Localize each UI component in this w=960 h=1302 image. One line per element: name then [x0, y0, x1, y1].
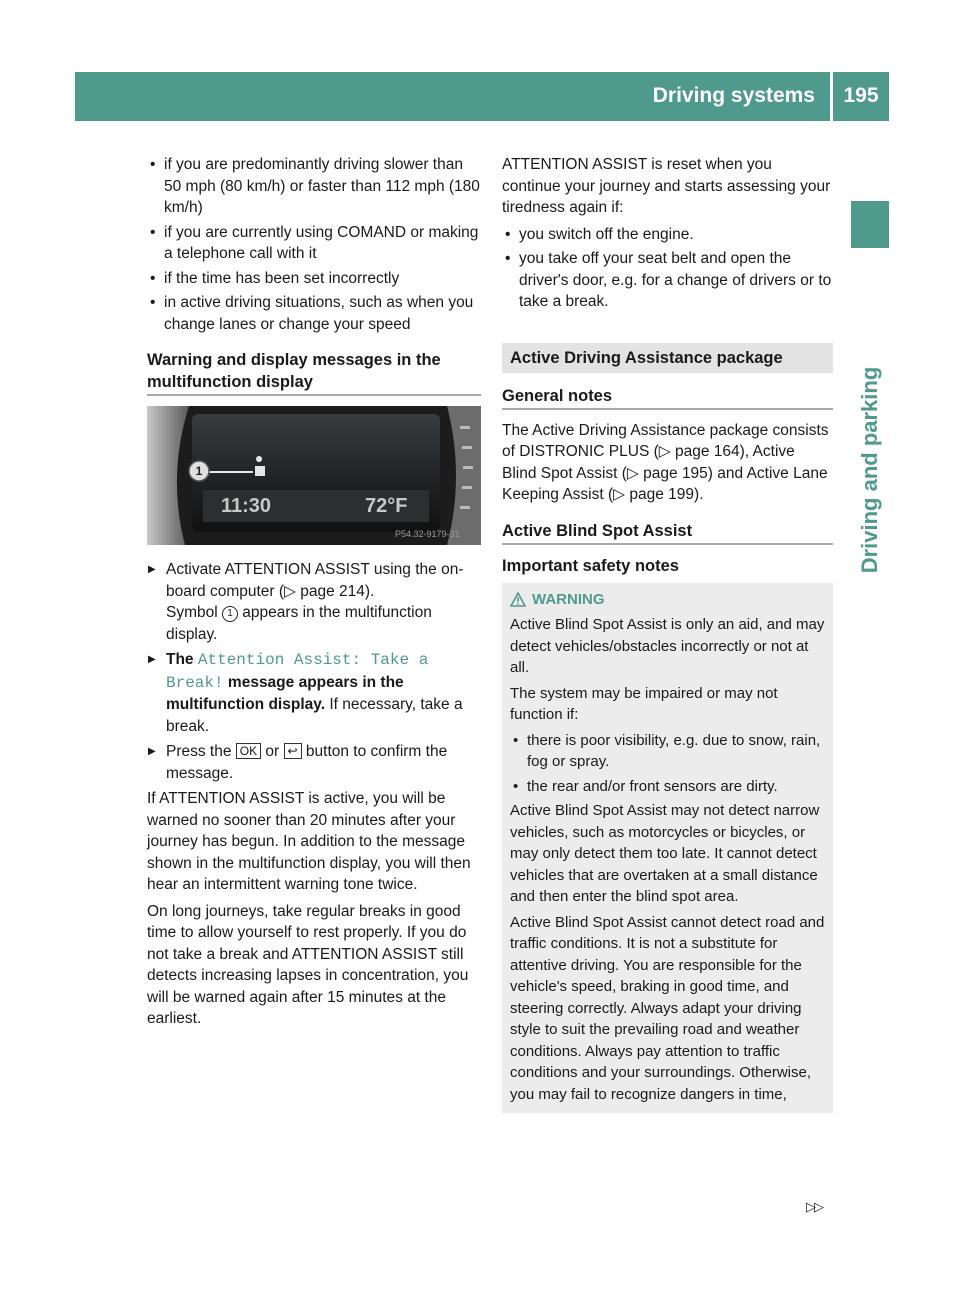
paragraph: ATTENTION ASSIST is reset when you continue your journey and starts assessing your tiredness again if: [502, 156, 831, 216]
warning-box [502, 583, 833, 1114]
page-ref-arrow: ▷ [284, 582, 296, 600]
page-ref-arrow: ▷ [658, 443, 671, 460]
figure-code: P54.32-9179-31 [395, 529, 460, 539]
back-button-icon: ↩ [284, 743, 302, 759]
warning-title: WARNING [532, 590, 605, 608]
list-item: • you switch off the engine. [502, 224, 833, 246]
side-tab-marker [851, 201, 889, 248]
continued-marker: ▷▷ [806, 1199, 822, 1214]
list-item: • in active driving situations, such as when you change lanes or change your speed [147, 292, 481, 335]
list-item: • the rear and/or front sensors are dirty. [510, 776, 825, 798]
ok-button-icon: OK [236, 743, 261, 759]
display-temperature: 72°F [365, 495, 408, 517]
paragraph: If ATTENTION ASSIST is active, you will be warned no sooner than 20 minutes after your journey has begun. In addition to the message shown in the multifunction display, you will then hear an intermittent warning tone twice. [147, 790, 471, 893]
display-time: 11:30 [221, 495, 272, 517]
chapter-title: Driving systems [652, 84, 815, 107]
paragraph-general: The Active Driving Assistance package consists of DISTRONIC PLUS (▷ page 164), Active Blind Spot Assist (▷ page 195) and Active Lane Keeping Assist (▷ page 199). [502, 421, 829, 503]
list-item: • if the time has been set incorrectly [147, 268, 481, 290]
multifunction-display-photo [147, 406, 481, 545]
right-column [502, 154, 833, 1113]
section-heading-warnings: Warning and display messages in the multifunction display [147, 349, 481, 396]
symbol-1-icon: 1 [222, 606, 238, 622]
subheading-safety: Important safety notes [502, 556, 679, 575]
left-column [147, 154, 481, 1035]
warning-triangle-icon [510, 592, 526, 607]
warning-paragraph: Active Blind Spot Assist cannot detect road and traffic conditions. It is not a substitute for attentive driving. You are responsible for the vehicle's speed, braking in good time, and steering correctly. Always adapt your driving style to suit the prevailing road and weather conditions. Always pay attention to traffic conditions and your surroundings. Otherwise, you may fail to recognize dangers in time, [510, 913, 825, 1103]
list-item: • if you are predominantly driving slower than 50 mph (80 km/h) or faster than 112 mph (180 km/h) [147, 154, 481, 219]
callout-number: 1 [195, 464, 203, 478]
warning-paragraph: Active Blind Spot Assist may not detect narrow vehicles, such as motorcycles or bicycles, or may only detect them too late. It cannot detect vehicles that are overtaken at a small distance and then enter the blind spot area. [510, 802, 820, 905]
page-header [75, 72, 889, 121]
section-heading-package: Active Driving Assistance package [502, 343, 833, 373]
page-ref-arrow: ▷ [613, 486, 626, 503]
section-heading-absa: Active Blind Spot Assist [502, 520, 833, 545]
section-heading-general: General notes [502, 385, 833, 410]
step-message: ▶ The Attention Assist: Take a Break! message appears in the multifunction display. If necessary, take a break. [147, 649, 481, 737]
page-number: 195 [843, 84, 879, 107]
warning-header [510, 589, 825, 611]
warning-paragraph: The system may be impaired or may not function if: [510, 684, 778, 723]
list-item: • there is poor visibility, e.g. due to snow, rain, fog or spray. [510, 730, 825, 773]
display-message: Attention Assist: Take a Break! [166, 651, 429, 692]
step-activate: ▶ Activate ATTENTION ASSIST using the on-board computer (▷ page 214). Symbol 1 appears in the multifunction display. [147, 559, 481, 645]
paragraph: On long journeys, take regular breaks in good time to allow yourself to rest properly. If you do not take a break and ATTENTION ASSIST still detects increasing lapses in concentration, you will be warned again after 15 minutes at the earliest. [147, 902, 469, 1027]
list-item: • if you are currently using COMAND or making a telephone call with it [147, 222, 481, 265]
list-item: • you take off your seat belt and open the driver's door, e.g. for a change of drivers or to take a break. [502, 248, 833, 313]
warning-paragraph: Active Blind Spot Assist is only an aid, and may detect vehicles/obstacles incorrectly or not at all. [510, 616, 825, 676]
page-ref-arrow: ▷ [626, 464, 639, 482]
side-section-label: Driving and parking [857, 366, 882, 574]
step-confirm: ▶ Press the OK or ↩ button to confirm the message. [147, 741, 481, 784]
